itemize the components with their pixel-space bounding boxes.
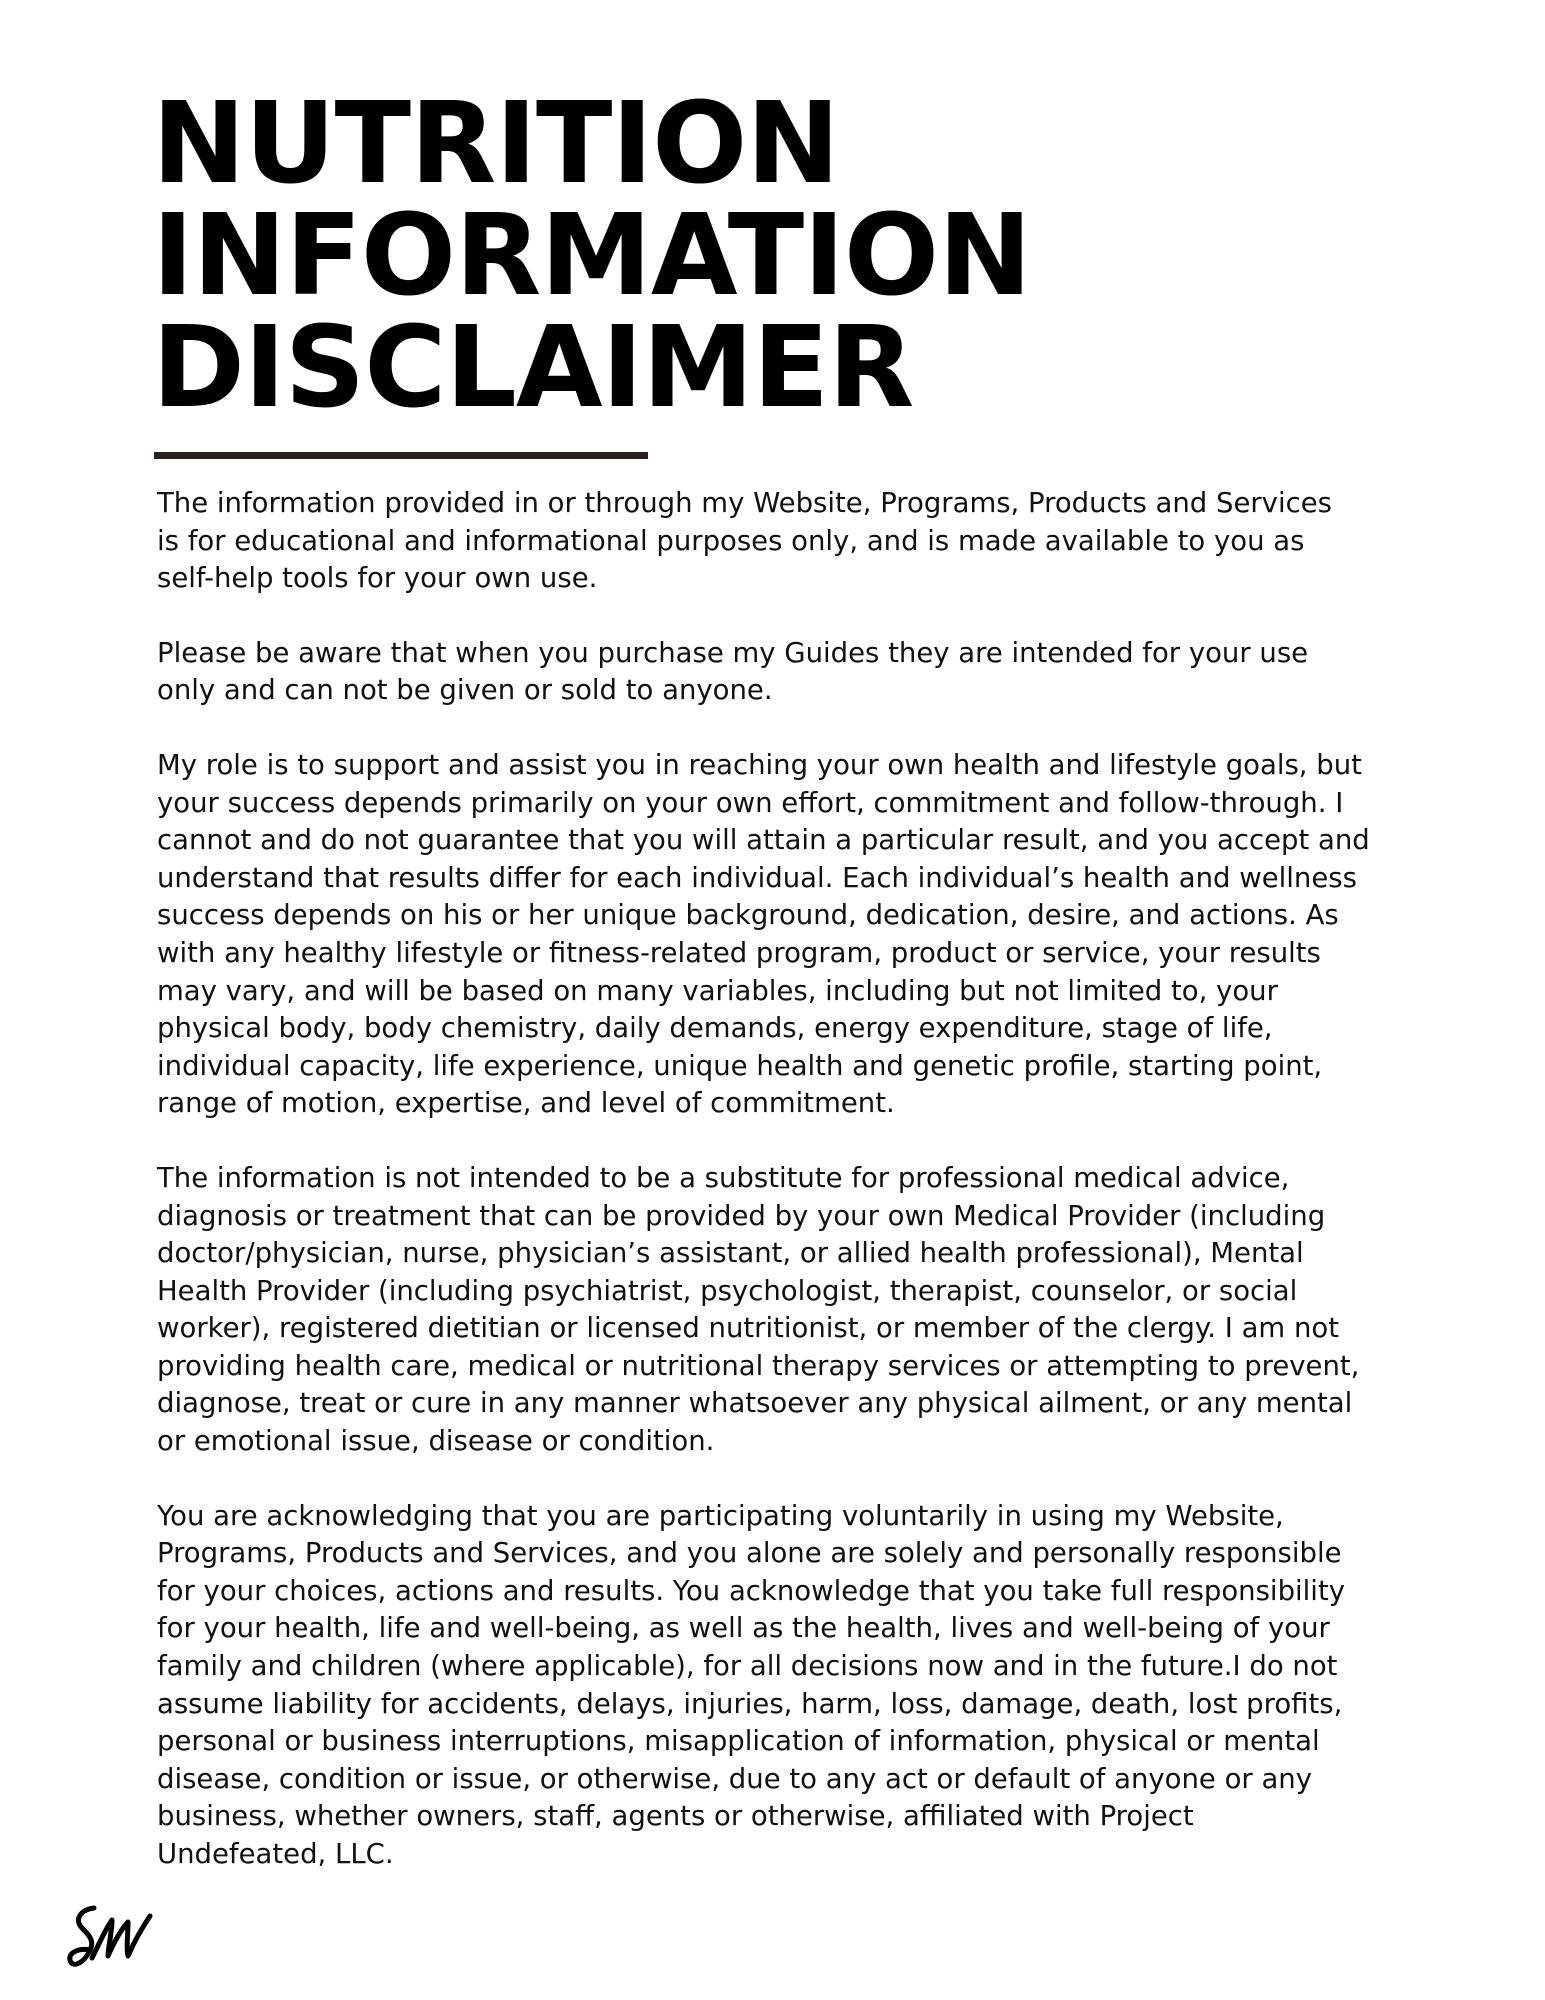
paragraph-educational-purpose [157, 485, 1487, 598]
text-line: only and can not be given or sold to anyone. [157, 674, 773, 707]
text-line: your success depends primarily on your own effort, commitment and follow-through. I [157, 786, 1344, 819]
text-line: with any healthy lifestyle or fitness-related program, product or service, your results [157, 936, 1321, 969]
text-line: self-help tools for your own use. [157, 562, 598, 595]
text-line: family and children (where applicable), for all decisions now and in the future.I do not [157, 1650, 1338, 1683]
text-line: Health Provider (including psychiatrist, psychologist, therapist, counselor, or social [157, 1274, 1298, 1307]
text-line: individual capacity, life experience, unique health and genetic profile, starting point, [157, 1049, 1323, 1082]
text-line: or emotional issue, disease or condition. [157, 1425, 715, 1458]
text-line: personal or business interruptions, misapplication of information, physical or mental [157, 1725, 1320, 1758]
title-line: NUTRITION [152, 79, 840, 209]
text-line: doctor/physician, nurse, physician’s assistant, or allied health professional), Mental [157, 1237, 1304, 1270]
paragraph-not-medical-advice [157, 1160, 1487, 1461]
text-line: worker), registered dietitian or licensed nutritionist, or member of the clergy. I am not [157, 1312, 1339, 1345]
text-line: Undefeated, LLC. [157, 1838, 394, 1870]
text-line: is for educational and informational purposes only, and is made available to you as [157, 524, 1305, 557]
text-line: disease, condition or issue, or otherwise, due to any act or default of anyone or any [157, 1762, 1313, 1795]
text-line: range of motion, expertise, and level of commitment. [157, 1087, 895, 1120]
text-line: providing health care, medical or nutritional therapy services or attempting to prevent, [157, 1349, 1360, 1382]
text-line: diagnose, treat or cure in any manner whatsoever any physical ailment, or any mental [157, 1387, 1353, 1420]
text-line: The information provided in or through my Website, Programs, Products and Services [157, 487, 1332, 519]
text-line: cannot and do not guarantee that you will attain a particular result, and you accept and [157, 824, 1370, 857]
text-line: diagnosis or treatment that can be provided by your own Medical Provider (including [157, 1199, 1326, 1232]
signature-mark [66, 1898, 156, 1978]
page-title [152, 79, 1452, 433]
handwritten-signature-icon [66, 1898, 156, 1978]
text-line: My role is to support and assist you in reaching your own health and lifestyle goals, but [157, 748, 1362, 781]
title-divider [154, 452, 648, 459]
text-line: for your health, life and well-being, as well as the health, lives and well-being of your [157, 1612, 1330, 1645]
text-line: assume liability for accidents, delays, injuries, harm, loss, damage, death, lost profits, [157, 1687, 1343, 1720]
text-line: success depends on his or her unique background, dedication, desire, and actions. As [157, 899, 1339, 932]
text-line: Programs, Products and Services, and you alone are solely and personally responsible [157, 1537, 1342, 1570]
text-line: understand that results differ for each individual. Each individual’s health and wellness [157, 861, 1357, 894]
paragraph-my-role [157, 747, 1487, 1123]
text-line: The information is not intended to be a substitute for professional medical advice, [157, 1161, 1290, 1194]
text-line: business, whether owners, staff, agents or otherwise, affiliated with Project [157, 1800, 1194, 1833]
disclaimer-body [157, 485, 1487, 1911]
text-line: for your choices, actions and results. You acknowledge that you take full responsibility [157, 1574, 1346, 1607]
title-line: INFORMATION [152, 191, 1031, 321]
text-line: You are acknowledging that you are participating voluntarily in using my Website, [157, 1499, 1284, 1532]
text-line: physical body, body chemistry, daily demands, energy expenditure, stage of life, [157, 1012, 1273, 1045]
paragraph-acknowledgement [157, 1498, 1487, 1874]
title-line: DISCLAIMER [152, 303, 914, 433]
text-line: may vary, and will be based on many variables, including but not limited to, your [157, 974, 1278, 1007]
text-line: Please be aware that when you purchase my Guides they are intended for your use [157, 636, 1309, 669]
paragraph-guides-personal-use [157, 635, 1487, 710]
